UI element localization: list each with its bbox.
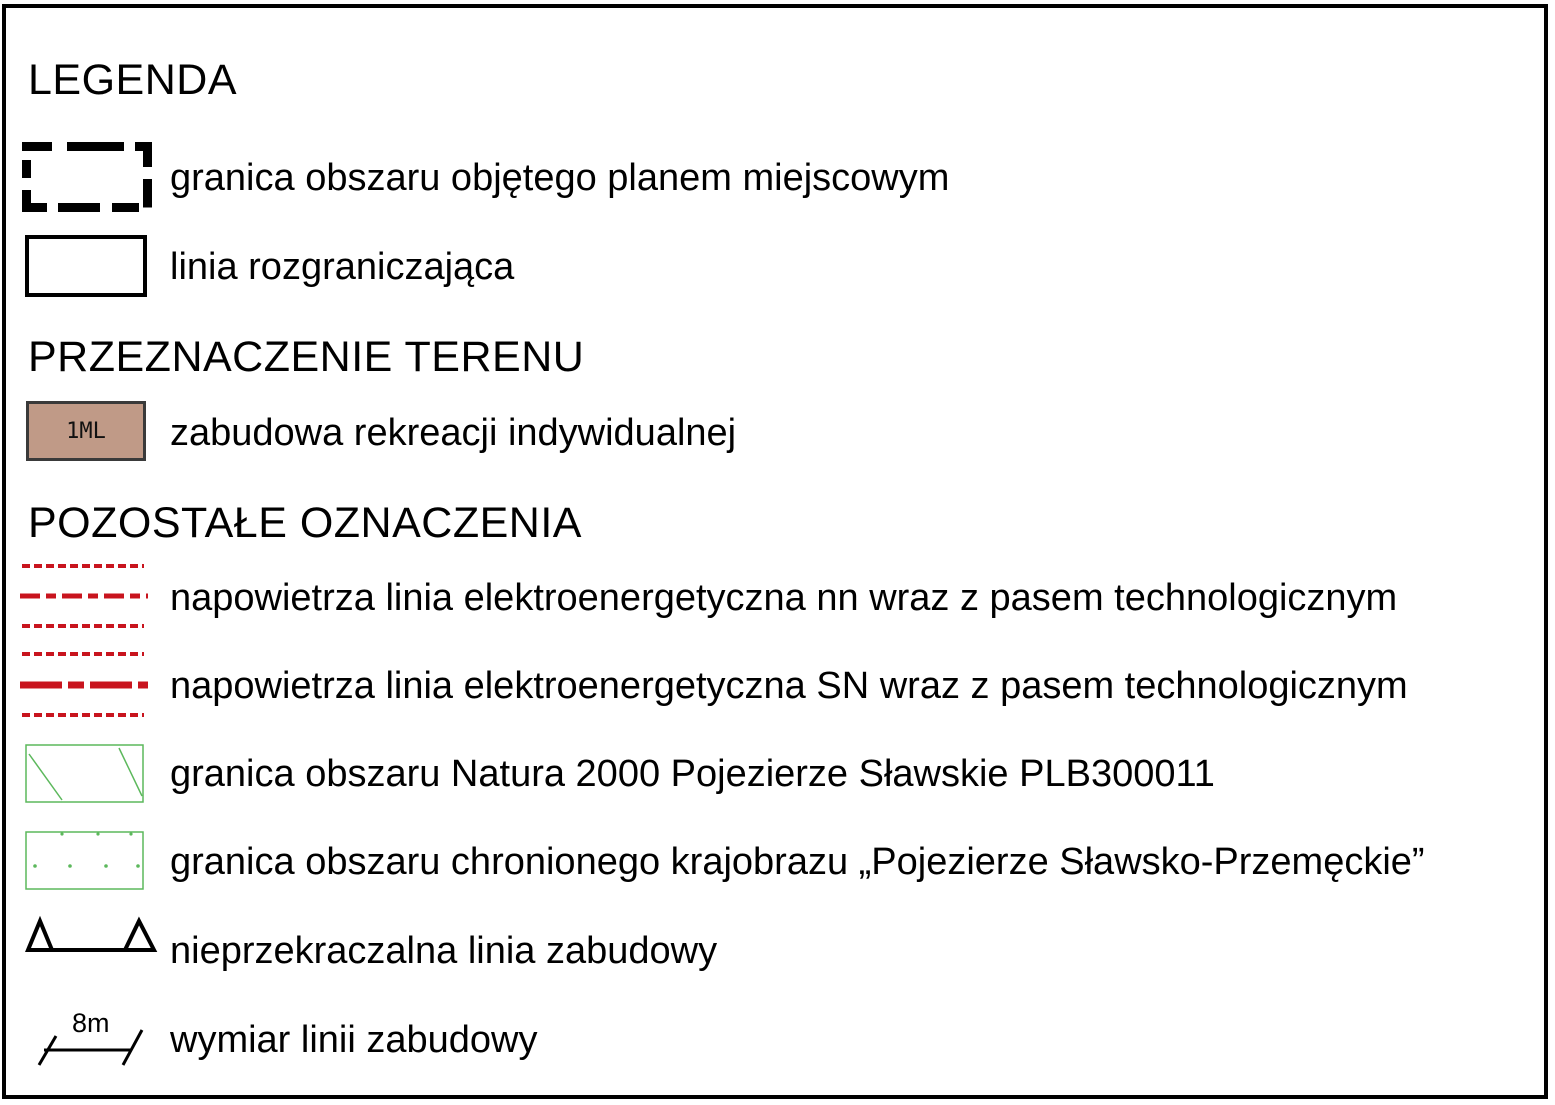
plan-boundary-label: granica obszaru objętego planem miejscowym (170, 157, 950, 199)
plan-boundary-dashed-icon (22, 142, 152, 212)
demarcation-line-label: linia rozgraniczająca (170, 246, 515, 288)
other-title: POZOSTAŁE OZNACZENIA (28, 499, 582, 547)
power-line-sn-icon (20, 651, 150, 721)
power-line-nn-label: napowietrza linia elektroenergetyczna nn wraz z pasem technologicznym (170, 577, 1398, 619)
zone-1ml-text: 1ML (66, 418, 106, 444)
natura-2000-icon (25, 744, 145, 804)
natura-2000-label: granica obszaru Natura 2000 Pojezierze Sławskie PLB300011 (170, 753, 1215, 795)
demarcation-line-icon (25, 235, 147, 297)
protected-landscape-icon (25, 831, 145, 891)
zone-1ml-label: zabudowa rekreacji indywidualnej (170, 412, 737, 454)
legend-title: LEGENDA (28, 56, 238, 104)
dimension-icon (36, 1010, 154, 1068)
dimension-text: 8m (72, 1008, 110, 1038)
power-line-sn-label: napowietrza linia elektroenergetyczna SN wraz z pasem technologicznym (170, 665, 1408, 707)
dimension-label: wymiar linii zabudowy (170, 1019, 538, 1061)
building-line-icon (24, 916, 160, 956)
power-line-nn-icon (20, 563, 150, 633)
protected-landscape-label: granica obszaru chronionego krajobrazu „Pojezierze Sławsko-Przemęckie” (170, 841, 1425, 883)
land-use-title: PRZEZNACZENIE TERENU (28, 333, 585, 381)
zone-1ml-icon (26, 401, 146, 461)
building-line-label: nieprzekraczalna linia zabudowy (170, 930, 718, 972)
